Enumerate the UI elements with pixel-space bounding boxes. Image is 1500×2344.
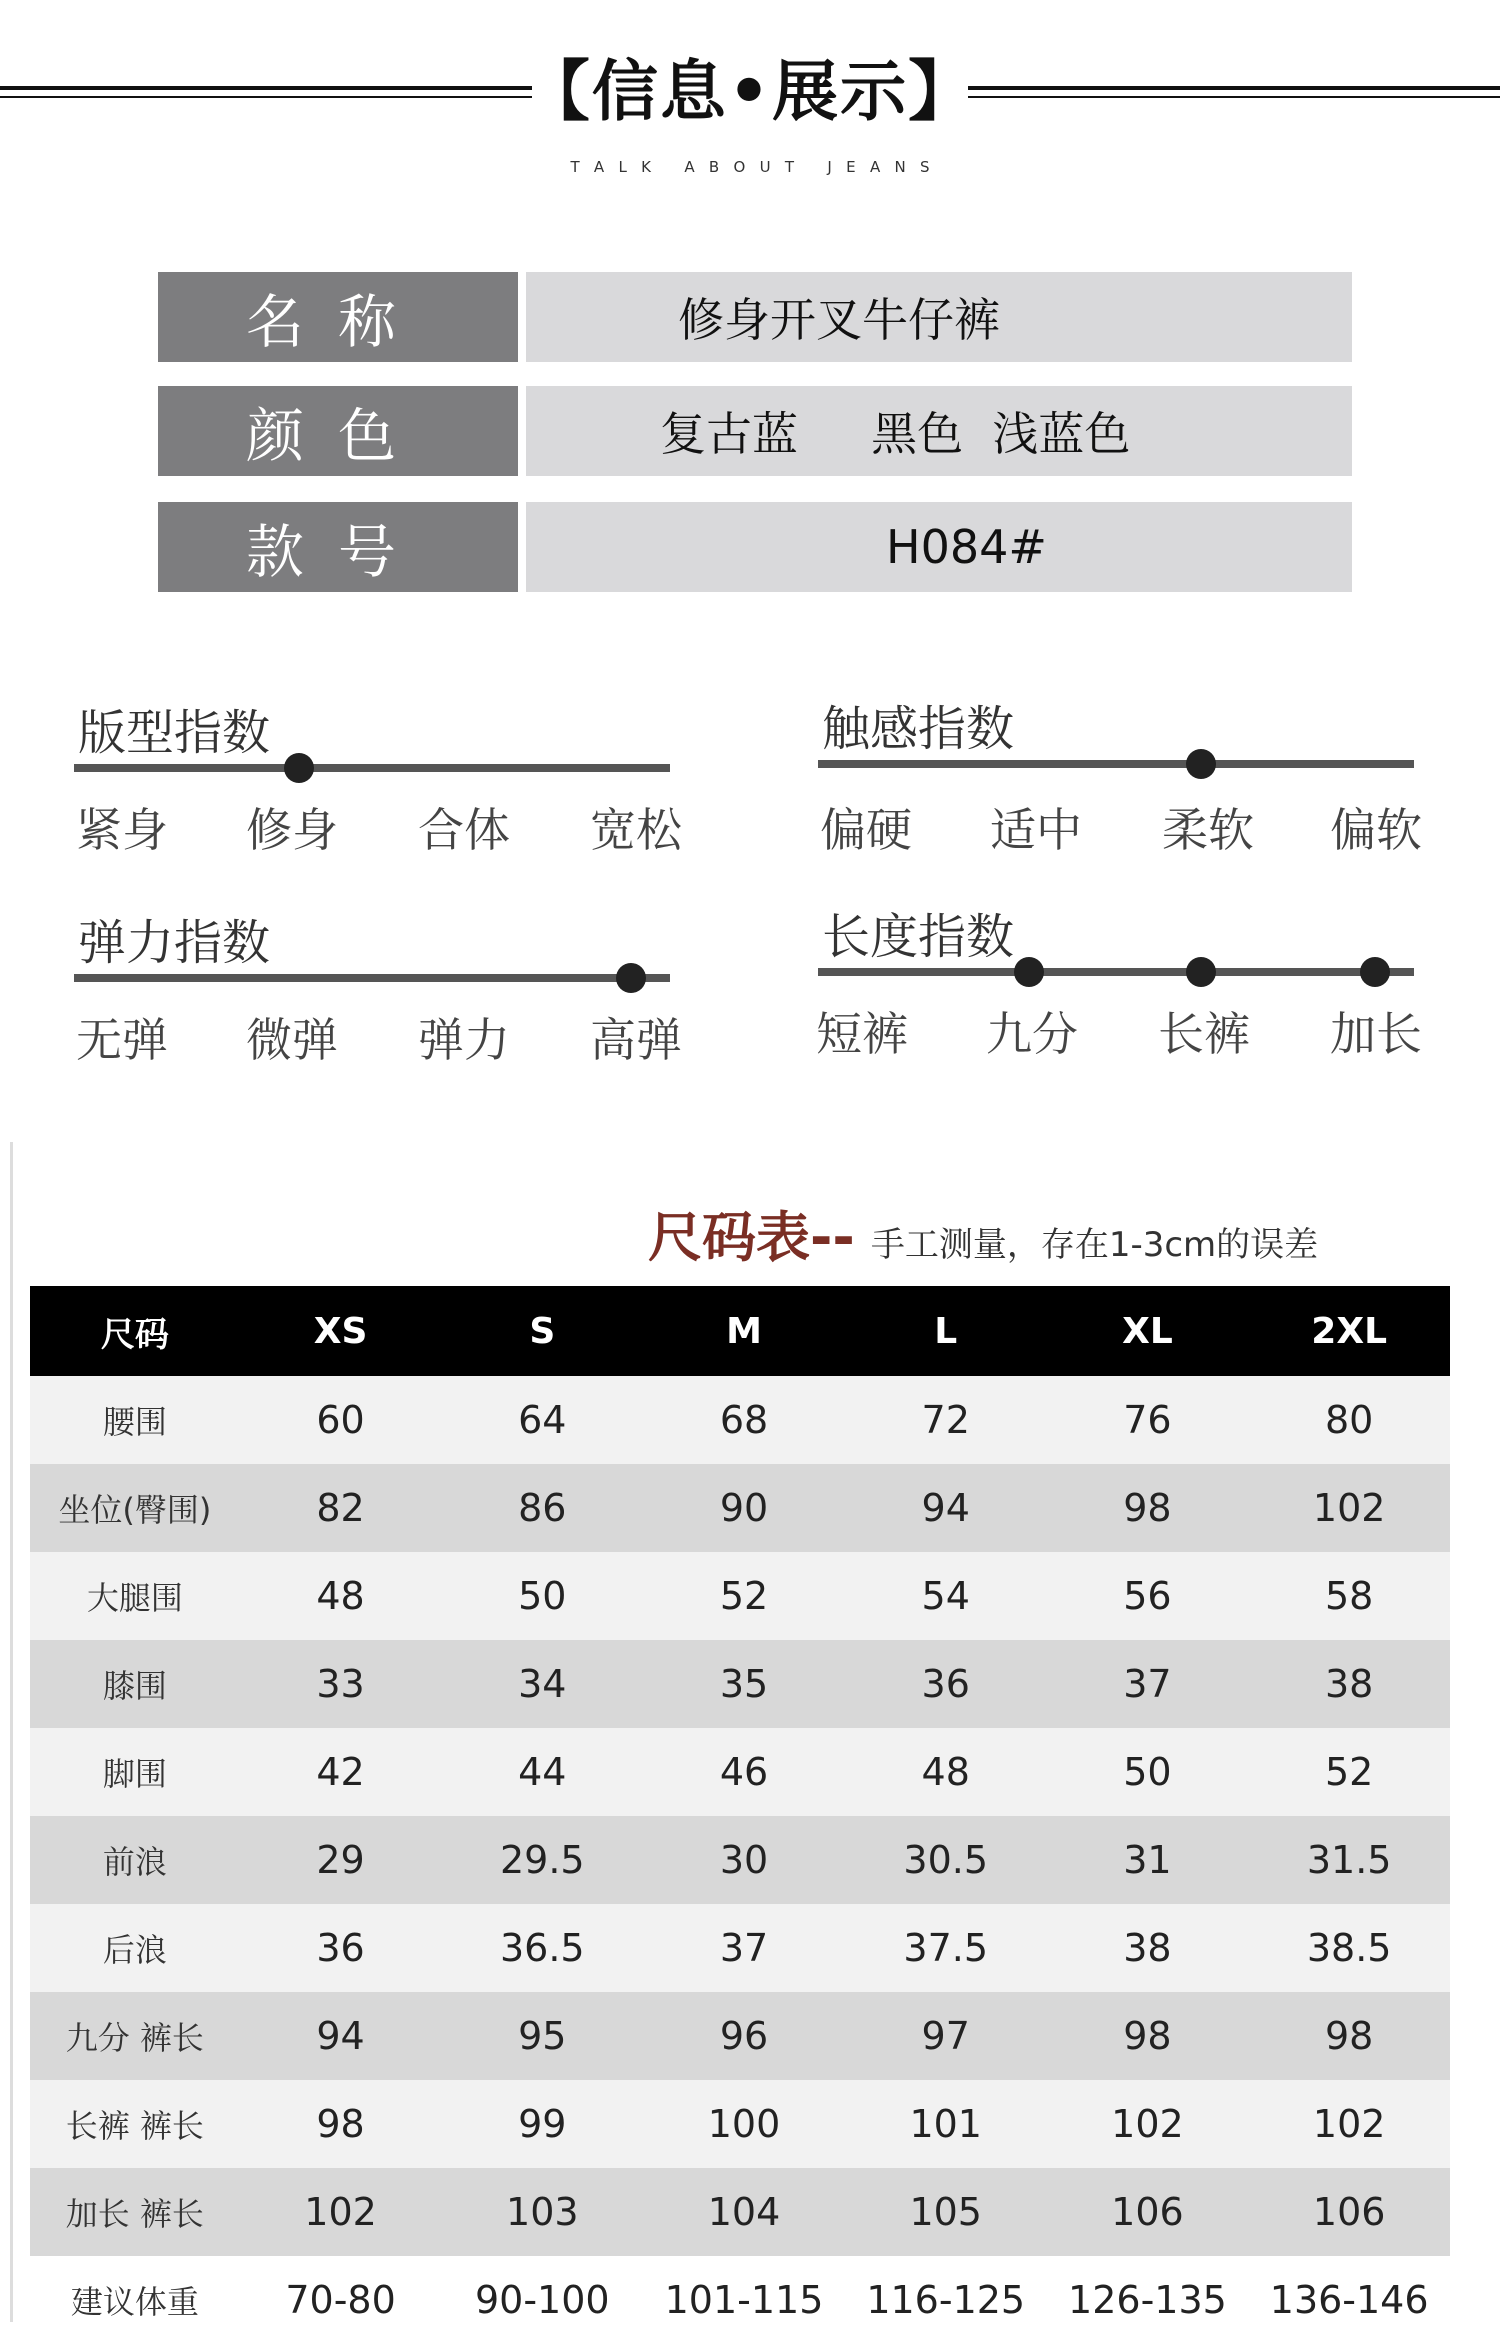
table-cell: 136-146: [1269, 2278, 1429, 2322]
row-label-cell: 九分 裤长: [65, 2019, 204, 2057]
info-value: 修身开叉牛仔裤: [526, 272, 1352, 362]
table-cell: 126-135: [1068, 2278, 1227, 2322]
index-marker: [1186, 749, 1216, 779]
row-label-cell: 腰围: [102, 1403, 167, 1441]
table-header-cell: S: [529, 1310, 556, 1352]
size-chart-heading: 尺码表--: [648, 1206, 855, 1269]
row-label-cell: 膝围: [102, 1667, 167, 1705]
table-cell: 100: [707, 2102, 781, 2146]
table-cell: 30.5: [903, 1838, 989, 1882]
index-title: 弹力指数: [78, 915, 271, 971]
index-option: 修身: [246, 803, 338, 857]
table-cell: 70-80: [285, 2278, 396, 2322]
table-cell: 105: [909, 2190, 982, 2234]
size-chart-title: [648, 1195, 1318, 1272]
index-option: 紧身: [76, 803, 168, 857]
table-row: [30, 1552, 1450, 1640]
table-cell: 80: [1324, 1398, 1374, 1442]
table-cell: 56: [1123, 1574, 1172, 1618]
table-cell: 38: [1324, 1662, 1374, 1706]
index-marker: [1014, 957, 1044, 987]
table-cell: 34: [518, 1662, 567, 1706]
table-body: [30, 1376, 1450, 2344]
index-option: 弹力: [418, 1013, 510, 1067]
table-row: [30, 1640, 1450, 1728]
index-marker: [1360, 957, 1390, 987]
table-cell: 102: [304, 2190, 377, 2234]
table-cell: 116-125: [866, 2278, 1026, 2322]
table-header-cell: 尺码: [100, 1314, 169, 1355]
table-row: [30, 1464, 1450, 1552]
index-option: 无弹: [76, 1013, 168, 1067]
table-cell: 101-115: [664, 2278, 824, 2322]
table-row: [30, 1904, 1450, 1992]
fit-index: [74, 694, 684, 894]
table-cell: 36.5: [499, 1926, 585, 1970]
info-row-color: [158, 386, 1194, 476]
row-label-cell: 建议体重: [70, 2283, 199, 2321]
table-cell: 48: [921, 1750, 970, 1794]
feel-index: [818, 690, 1428, 890]
table-cell: 102: [1312, 2102, 1386, 2146]
row-label-cell: 脚围: [102, 1755, 167, 1793]
table-cell: 101: [909, 2102, 982, 2146]
index-option: 长裤: [1158, 1007, 1250, 1061]
table-cell: 90-100: [474, 2278, 610, 2322]
page-title: 【信息•展示】: [523, 53, 977, 130]
table-cell: 36: [921, 1662, 970, 1706]
table-cell: 102: [1111, 2102, 1184, 2146]
index-track: [74, 764, 670, 772]
table-cell: 94: [921, 1486, 970, 1530]
stretch-index: [74, 904, 684, 1104]
table-cell: 98: [1123, 1486, 1172, 1530]
table-cell: 86: [518, 1486, 567, 1530]
table-cell: 98: [1324, 2014, 1374, 2058]
table-cell: 106: [1312, 2190, 1386, 2234]
table-cell: 76: [1123, 1398, 1172, 1442]
table-cell: 82: [316, 1486, 365, 1530]
table-cell: 29: [316, 1838, 365, 1882]
index-option: 加长: [1330, 1007, 1422, 1061]
table-cell: 90: [719, 1486, 769, 1530]
index-option: 偏软: [1330, 803, 1422, 857]
table-cell: 31.5: [1306, 1838, 1392, 1882]
length-index: [818, 898, 1428, 1098]
index-option: 适中: [990, 803, 1082, 857]
table-header-cell: XL: [1122, 1310, 1173, 1352]
table-row: [30, 1816, 1450, 1904]
table-cell: 37: [719, 1926, 769, 1970]
index-option: 微弹: [246, 1013, 338, 1067]
index-title: 触感指数: [822, 701, 1015, 757]
index-option: 宽松: [590, 803, 682, 857]
index-option: 偏硬: [820, 803, 912, 857]
index-option: 柔软: [1162, 803, 1254, 857]
row-label-cell: 前浪: [102, 1843, 167, 1881]
table-cell: 42: [316, 1750, 365, 1794]
table-cell: 44: [518, 1750, 567, 1794]
table-cell: 38: [1123, 1926, 1172, 1970]
index-option: 九分: [986, 1007, 1078, 1061]
table-cell: 68: [719, 1398, 769, 1442]
index-track: [818, 968, 1414, 976]
index-marker: [284, 753, 314, 783]
row-label-cell: 加长 裤长: [65, 2195, 204, 2233]
index-option: 高弹: [590, 1013, 682, 1067]
table-cell: 98: [1123, 2014, 1172, 2058]
table-cell: 31: [1123, 1838, 1172, 1882]
table-cell: 50: [518, 1574, 567, 1618]
index-marker: [616, 963, 646, 993]
info-value: 复古蓝 黑色 浅蓝色: [526, 386, 1352, 476]
table-cell: 106: [1111, 2190, 1184, 2234]
table-cell: 72: [921, 1398, 970, 1442]
info-label: 颜色: [158, 386, 518, 476]
table-header-cell: XS: [313, 1310, 368, 1352]
table-cell: 97: [921, 2014, 970, 2058]
side-rule: [10, 1142, 13, 2322]
index-marker: [1186, 957, 1216, 987]
table-cell: 99: [518, 2102, 567, 2146]
table-row: [30, 2080, 1450, 2168]
table-cell: 60: [316, 1398, 365, 1442]
table-header-cell: M: [726, 1310, 762, 1352]
index-title: 长度指数: [822, 909, 1015, 965]
size-chart-note: 手工测量，存在1-3cm的误差: [870, 1225, 1319, 1265]
index-option: 短裤: [816, 1007, 908, 1061]
table-cell: 38.5: [1306, 1926, 1392, 1970]
table-row: [30, 2168, 1450, 2256]
table-header-cell: L: [934, 1310, 958, 1352]
index-option: 合体: [418, 803, 510, 857]
info-label: 名称: [158, 272, 518, 362]
table-cell: 96: [719, 2014, 769, 2058]
table-row: [30, 1728, 1450, 1816]
table-cell: 52: [719, 1574, 769, 1618]
index-track: [74, 974, 670, 982]
table-cell: 30: [719, 1838, 769, 1882]
row-label-cell: 大腿围: [86, 1579, 183, 1617]
size-table: [30, 1286, 1450, 2344]
table-cell: 36: [316, 1926, 365, 1970]
table-cell: 58: [1324, 1574, 1374, 1618]
table-cell: 64: [518, 1398, 567, 1442]
table-header-cell: 2XL: [1311, 1310, 1388, 1352]
info-row-name: [158, 272, 1194, 362]
row-label-cell: 长裤 裤长: [65, 2107, 204, 2145]
row-label-cell: 后浪: [102, 1931, 167, 1969]
table-cell: 103: [506, 2190, 579, 2234]
table-cell: 94: [316, 2014, 365, 2058]
table-cell: 46: [719, 1750, 769, 1794]
table-cell: 48: [316, 1574, 365, 1618]
table-cell: 35: [719, 1662, 769, 1706]
row-label-cell: 坐位(臀围): [58, 1491, 212, 1529]
info-label: 款号: [158, 502, 518, 592]
table-cell: 52: [1324, 1750, 1374, 1794]
info-value: H084#: [526, 502, 1352, 592]
table-cell: 33: [316, 1662, 365, 1706]
table-row: [30, 1376, 1450, 1464]
index-track: [818, 760, 1414, 768]
table-cell: 104: [707, 2190, 781, 2234]
table-cell: 102: [1312, 1486, 1386, 1530]
table-row: [30, 1992, 1450, 2080]
table-header-row: [30, 1286, 1450, 1376]
page-subtitle: T A L K A B O U T J E A N S: [570, 158, 930, 176]
info-row-style-number: [158, 502, 1194, 592]
table-cell: 37.5: [903, 1926, 989, 1970]
table-cell: 98: [316, 2102, 365, 2146]
table-cell: 54: [921, 1574, 970, 1618]
table-cell: 95: [518, 2014, 567, 2058]
table-cell: 50: [1123, 1750, 1172, 1794]
table-cell: 37: [1123, 1662, 1172, 1706]
table-row: [30, 2256, 1450, 2344]
index-title: 版型指数: [78, 705, 271, 761]
table-cell: 29.5: [499, 1838, 585, 1882]
